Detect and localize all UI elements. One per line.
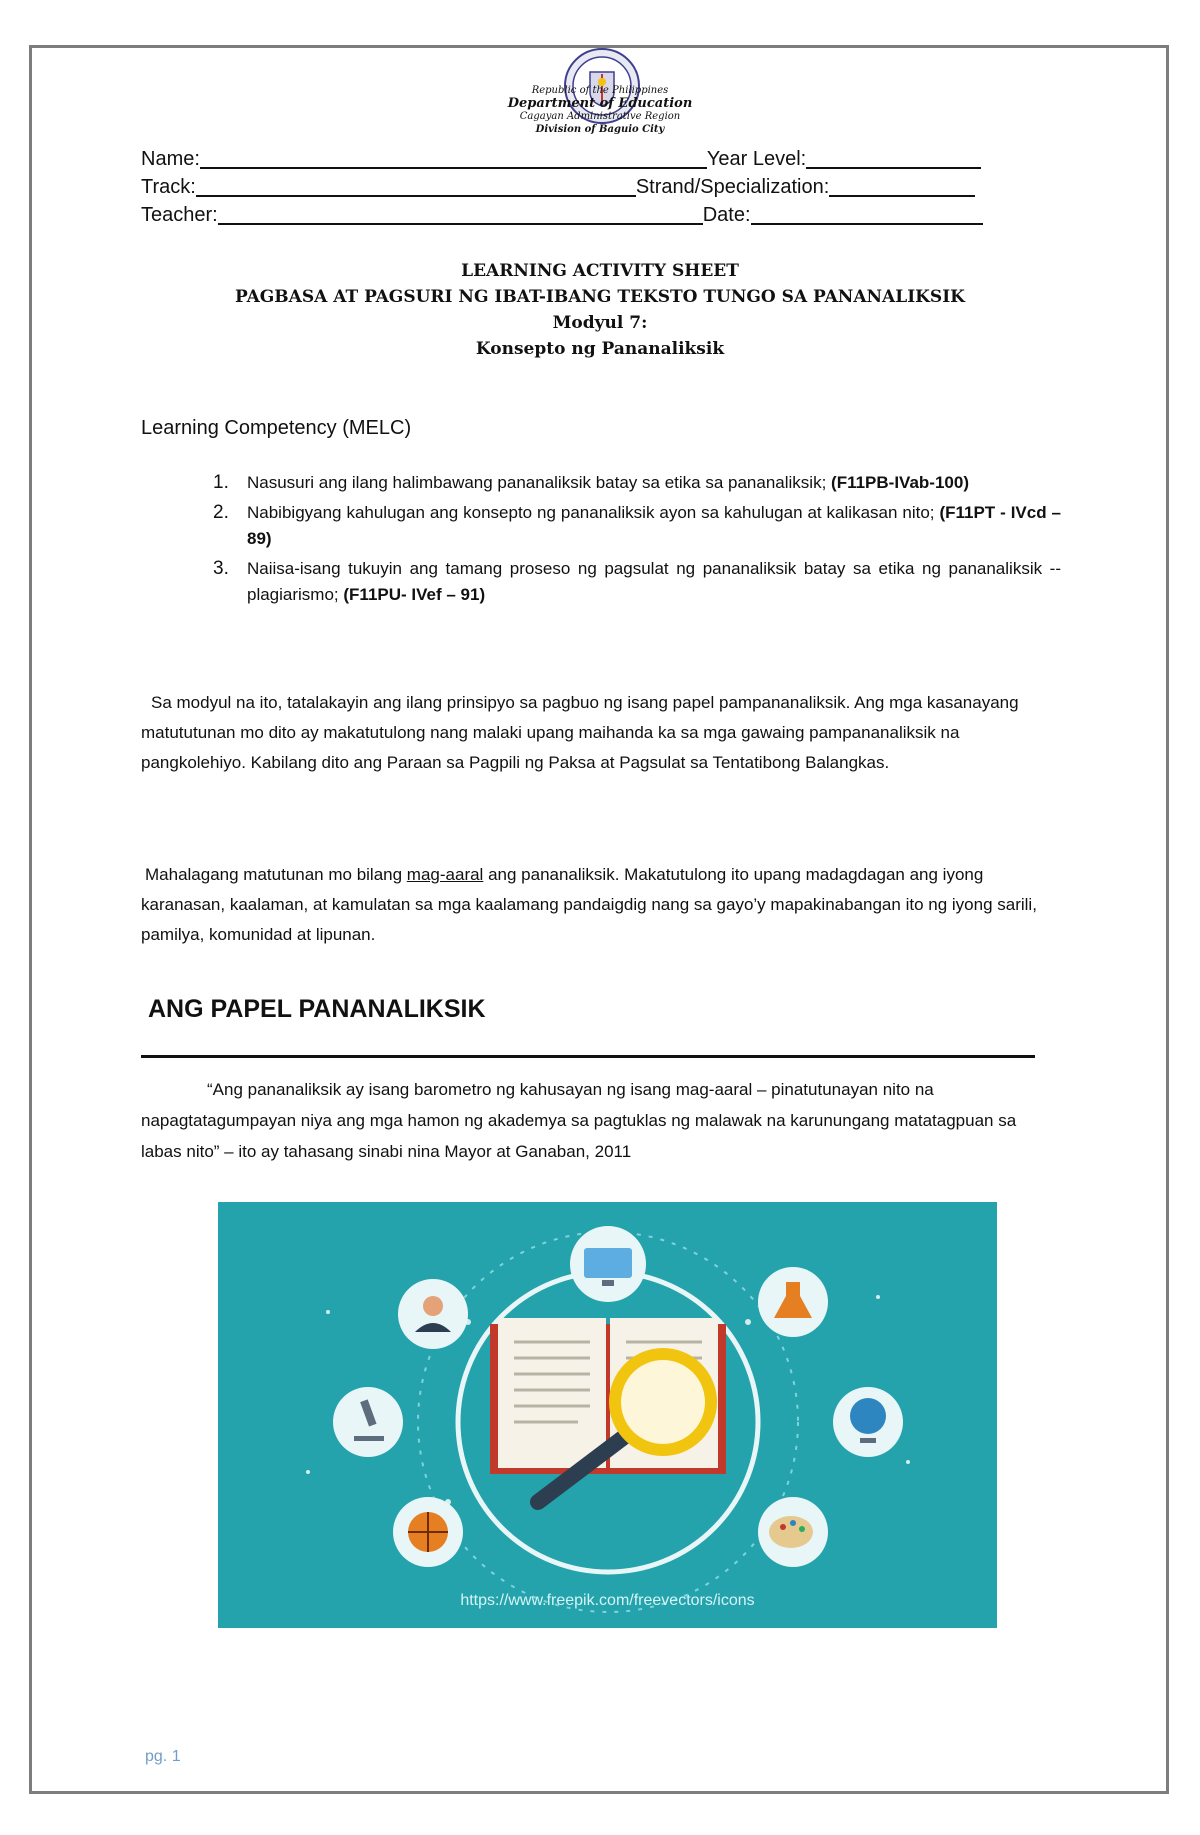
agency-line-2: Department of Education — [507, 96, 693, 111]
competency-item — [141, 500, 1061, 552]
research-illustration — [218, 1202, 997, 1628]
strand-field[interactable] — [829, 176, 975, 197]
date-label: Date: — [702, 204, 751, 226]
agency-line-3: Cagayan Administrative Region — [519, 111, 681, 122]
globe-icon — [833, 1387, 903, 1457]
subject-title: PAGBASA AT PAGSURI NG IBAT-IBANG TEKSTO TUNGO SA PANANALIKSIK — [235, 287, 965, 307]
module-number: Modyul 7: — [552, 313, 648, 333]
intro-paragraph: Sa modyul na ito, tatalakayin ang ilang prinsipyo sa pagbuo ng isang papel pampananaliksik. Ang mga kasanayang matututunan mo dito ay makatutulong nang malaki upang maihanda ka sa mga gawaing pampananaliksik na pangkolehiyo. Kabilang dito ang Paraan sa Pagpili ng Paksa at Pagsulat sa Tentatibong Balangkas. — [141, 693, 1019, 772]
field-row-teacher — [141, 201, 996, 229]
name-field[interactable] — [200, 148, 707, 169]
competency-item — [141, 470, 1061, 496]
document-titles — [100, 258, 1100, 362]
section-divider — [141, 1055, 1035, 1058]
underlined-term: mag-aaral — [406, 865, 484, 884]
teacher-label: Teacher: — [141, 204, 218, 226]
page-number: pg. 1 — [145, 1748, 181, 1765]
microscope-icon — [333, 1387, 403, 1457]
name-label: Name: — [141, 148, 200, 170]
competency-number: 1. — [213, 472, 229, 493]
agency-header — [400, 84, 800, 136]
track-field[interactable] — [196, 176, 636, 197]
competency-item — [141, 556, 1061, 608]
monitor-icon — [570, 1226, 646, 1302]
track-label: Track: — [141, 176, 196, 198]
competency-number: 2. — [213, 502, 229, 523]
teacher-field[interactable] — [218, 204, 703, 225]
competency-list — [141, 470, 1061, 612]
competency-code: (F11PT - IVcd – 89) — [247, 503, 1061, 548]
competency-code: (F11PU- IVef – 91) — [343, 585, 486, 604]
year-level-field[interactable] — [806, 148, 981, 169]
student-info-fields — [141, 145, 996, 229]
module-title: Konsepto ng Pananaliksik — [475, 339, 725, 359]
palette-icon — [758, 1497, 828, 1567]
research-quote: “Ang pananaliksik ay isang barometro ng kahusayan ng isang mag-aaral – pinatutunayan nito na napagtatagumpayan niya ang mga hamon ng akademya sa pagtuklas ng malawak na karunungang matatagpuan sa labas nito” – ito ay tahasang sinabi nina Mayor at Ganaban, 2011 — [141, 1080, 1017, 1161]
basketball-icon — [393, 1497, 463, 1567]
sheet-title: LEARNING ACTIVITY SHEET — [461, 261, 739, 281]
competency-text: Nasusuri ang ilang halimbawang pananaliksik batay sa etika sa pananaliksik; — [247, 473, 827, 492]
second-paragraph-end: ang pananaliksik. Makatutulong ito upang madagdagan ang iyong karanasan, kaalaman, at kamulatan sa mga kaalamang pandaigdig nang sa gayo’y mapakinabangan ito ng iyong sarili, pamilya, komunidad at lipunan. — [141, 865, 1037, 944]
competency-heading: Learning Competency (MELC) — [141, 417, 412, 439]
agency-line-4: Division of Baguio City — [535, 124, 665, 135]
date-field[interactable] — [751, 204, 983, 225]
second-paragraph-start: Mahalagang matutunan mo bilang — [145, 865, 407, 884]
field-row-track — [141, 173, 996, 201]
figure-caption: https://www.freepik.com/freevectors/icons — [460, 1592, 755, 1609]
section-title: ANG PAPEL PANANALIKSIK — [148, 995, 486, 1023]
field-row-name — [141, 145, 996, 173]
competency-text: Nabibigyang kahulugan ang konsepto ng pananaliksik ayon sa kahulugan at kalikasan nito; — [247, 503, 935, 522]
competency-number: 3. — [213, 558, 229, 579]
illustration-graphic — [218, 1202, 997, 1628]
strand-label: Strand/Specialization: — [635, 176, 830, 198]
competency-code: (F11PB-IVab-100) — [831, 473, 969, 492]
flask-icon — [758, 1267, 828, 1337]
year-level-label: Year Level: — [706, 148, 807, 170]
competency-text: Naiisa-isang tukuyin ang tamang proseso ng pagsulat ng pananaliksik batay sa etika ng pananaliksik -- plagiarismo; — [247, 559, 1061, 604]
second-paragraph — [141, 860, 1061, 950]
person-icon — [398, 1279, 468, 1349]
agency-line-1: Republic of the Philippines — [531, 85, 669, 96]
